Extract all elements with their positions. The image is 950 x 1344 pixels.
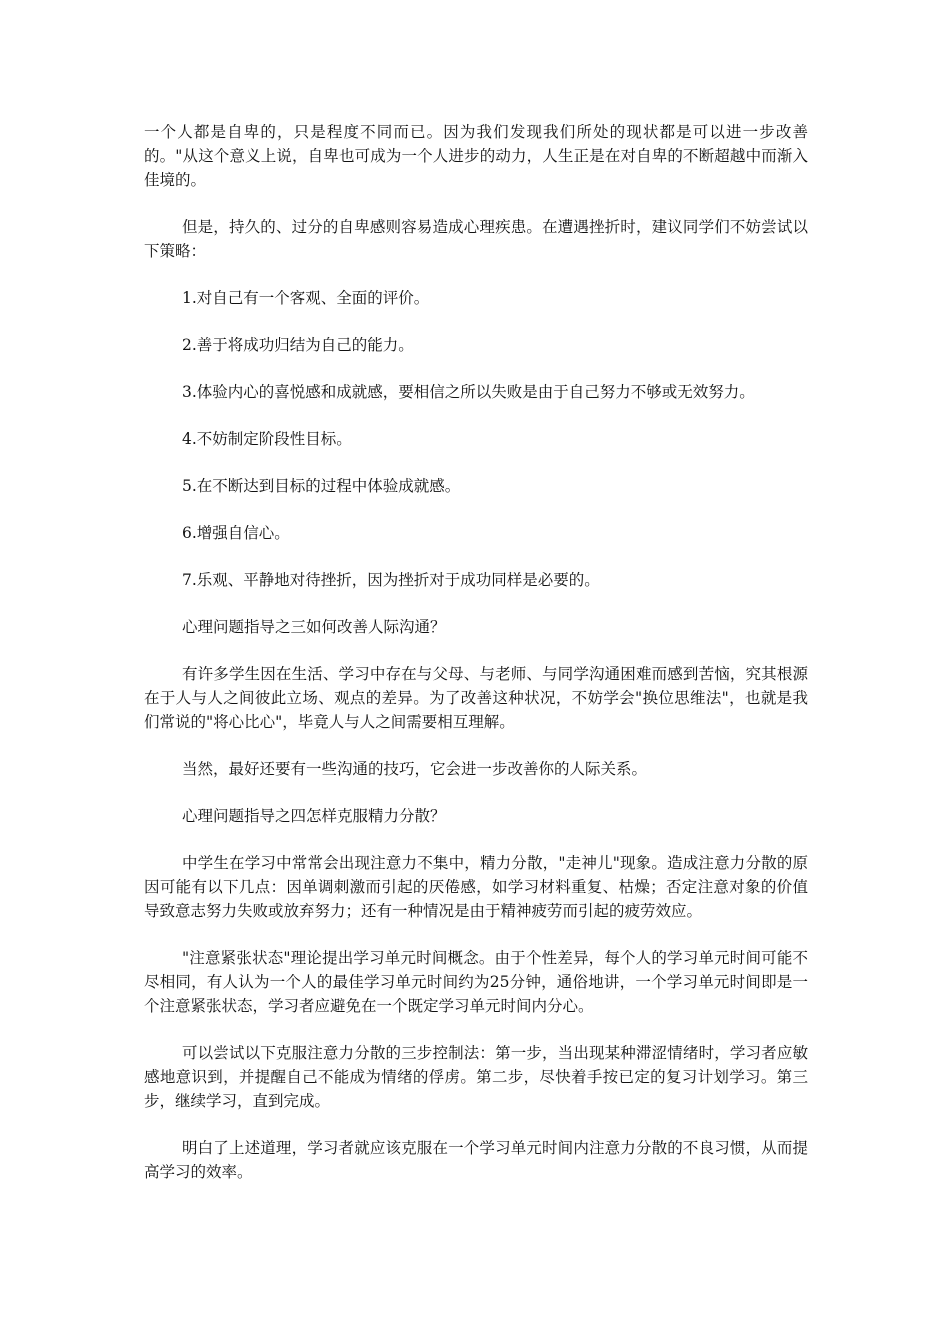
paragraph: 中学生在学习中常常会出现注意力不集中，精力分散，"走神儿"现象。造成注意力分散的原因可能有以下几点：因单调刺激而引起的厌倦感，如学习材料重复、枯燥；否定注意对象的价值导致意志努力失败或放弃努力；还有一种情况是由于精神疲劳而引起的疲劳效应。	[144, 854, 808, 920]
list-item: 3.体验内心的喜悦感和成就感，要相信之所以失败是由于自己努力不够或无效努力。	[182, 383, 755, 401]
list-item: 4.不妨制定阶段性目标。	[182, 430, 352, 448]
document-body	[144, 120, 808, 1207]
paragraph: 有许多学生因在生活、学习中存在与父母、与老师、与同学沟通困难而感到苦恼，究其根源在于人与人之间彼此立场、观点的差异。为了改善这种状况，不妨学会"换位思维法"，也就是我们常说的"将心比心"，毕竟人与人之间需要相互理解。	[144, 665, 808, 731]
paragraph: "注意紧张状态"理论提出学习单元时间概念。由于个性差异，每个人的学习单元时间可能不尽相同，有人认为一个人的最佳学习单元时间约为25分钟，通俗地讲，一个学习单元时间即是一个注意紧张状态，学习者应避免在一个既定学习单元时间内分心。	[144, 949, 808, 1015]
list-item: 6.增强自信心。	[182, 524, 290, 542]
paragraph: 可以尝试以下克服注意力分散的三步控制法：第一步，当出现某种滞涩情绪时，学习者应敏感地意识到，并提醒自己不能成为情绪的俘虏。第二步，尽快着手按已定的复习计划学习。第三步，继续学习，直到完成。	[144, 1044, 808, 1110]
list-item: 2.善于将成功归结为自己的能力。	[182, 336, 414, 354]
paragraph: 明白了上述道理，学习者就应该克服在一个学习单元时间内注意力分散的不良习惯，从而提高学习的效率。	[144, 1139, 808, 1181]
list-item: 5.在不断达到目标的过程中体验成就感。	[182, 477, 461, 495]
list-item: 1.对自己有一个客观、全面的评价。	[182, 289, 430, 307]
list-item: 7.乐观、平静地对待挫折，因为挫折对于成功同样是必要的。	[182, 571, 600, 589]
paragraph: 但是，持久的、过分的自卑感则容易造成心理疾患。在遭遇挫折时，建议同学们不妨尝试以下策略：	[144, 218, 808, 260]
section-heading: 心理问题指导之三如何改善人际沟通？	[182, 618, 446, 636]
paragraph: 当然，最好还要有一些沟通的技巧，它会进一步改善你的人际关系。	[182, 760, 648, 778]
section-heading: 心理问题指导之四怎样克服精力分散？	[182, 807, 446, 825]
paragraph: 一个人都是自卑的，只是程度不同而已。因为我们发现我们所处的现状都是可以进一步改善的。"从这个意义上说，自卑也可成为一个人进步的动力，人生正是在对自卑的不断超越中而渐入佳境的。	[144, 123, 808, 189]
